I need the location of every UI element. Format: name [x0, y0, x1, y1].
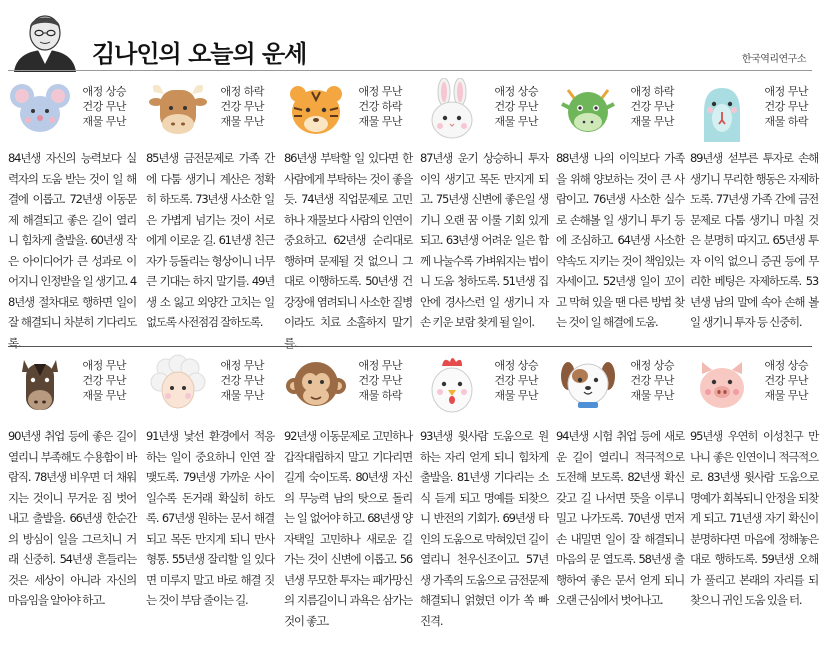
- monkey-icon: [284, 352, 348, 416]
- status-health: 건강 무난: [358, 374, 402, 387]
- rooster-icon: [420, 352, 484, 416]
- fortune-text: 85년생 금전문제로 가족 간에 다툼 생기니 계산은 정확히 하도록. 73년생 사소한 일은 가볍게 넘기는 것이 서로에게 이로운 길. 61년생 친근자가 등돌리는 형상이니 너무 큰 기대는 하지 말기를. 49년생 소 잃고 외양간 고치는 일 없도록 사전점검 잘하도록.: [146, 151, 274, 329]
- status-health: 건강 무난: [494, 100, 538, 113]
- fortune-text: 90년생 취업 등에 좋은 길이 열리니 부족해도 수용함이 바람직. 78년생 비우면 더 채워지는 것이니 무거운 짐 벗어내고 출발을. 66년생 한순간의 방심이 일을 그르치니 거래 신중히. 54년생 흔들리는 것은 세상이 아니라 자신의 마음임을 알아야 하고.: [8, 429, 136, 607]
- status-wealth: 재물 무난: [494, 115, 538, 128]
- status-list: [82, 84, 126, 129]
- status-health: 건강 무난: [220, 374, 264, 387]
- horse-icon: [8, 352, 72, 416]
- status-wealth: 재물 무난: [358, 115, 402, 128]
- tiger-icon: [284, 78, 348, 142]
- status-list: [630, 358, 674, 403]
- status-health: 건강 무난: [220, 100, 264, 113]
- status-love: 애정 무난: [764, 85, 808, 98]
- fortune-text: 87년생 운기 상승하니 투자 이익 생기고 목돈 만지게 되고. 75년생 신변에 좋은일 생기니 오랜 꿈 이룰 기회 있게 되고. 63년생 어려운 일은 함께 나눌수록 가벼워지는 법이니 도움 청하도록. 51년생 집안에 경사스런 일 생기니 자손 키운 보람 찾게 될 일이.: [420, 151, 548, 329]
- status-wealth: 재물 하락: [358, 389, 402, 402]
- dragon-icon: [556, 78, 620, 142]
- zodiac-cell-dragon: [552, 76, 684, 346]
- fortune-text: 86년생 부탁할 일 있다면 한사람에게 부탁하는 것이 좋을 듯. 74년생 직업문제로 고민하나 재물보다 사람의 인연이 중요하고. 62년생 순리대로 행하며 문제될 것 없으니 그대로 이행하도록. 50년생 건강장애 염려되니 사소한 질병이라도 치료 소홀하지 말기를.: [284, 151, 412, 350]
- status-wealth: 재물 무난: [630, 115, 674, 128]
- zodiac-cell-sheep: [142, 350, 274, 620]
- status-wealth: 재물 하락: [764, 115, 808, 128]
- sheep-icon: [146, 352, 210, 416]
- dog-icon: [556, 352, 620, 416]
- status-love: 애정 상승: [630, 359, 674, 372]
- status-health: 건강 무난: [764, 100, 808, 113]
- status-health: 건강 무난: [82, 100, 126, 113]
- zodiac-cell-horse: [4, 350, 136, 620]
- status-love: 애정 무난: [82, 359, 126, 372]
- fortune-text: 91년생 낯선 환경에서 적응하는 일이 중요하니 인연 잘 맺도록. 79년생 가까운 사이일수록 돈거래 확실히 하도록. 67년생 원하는 문서 해결되고 목돈 만지게 되니 만사형통. 55년생 잘리할 일 있다면 미루지 말고 바로 해결 짓는 것이 부담 줄이는 길.: [146, 429, 274, 607]
- snake-icon: [690, 78, 754, 142]
- zodiac-cell-dog: [552, 350, 684, 620]
- status-list: [494, 84, 538, 129]
- header-divider: [8, 70, 812, 71]
- status-list: [358, 358, 402, 403]
- fortune-text: 89년생 섣부른 투자로 손해 생기니 무리한 행동은 자제하도록. 77년생 가족 간에 금전 문제로 다툼 생기니 마칠 것은 분명히 따지고. 65년생 투자 이익 없으니 증권 등에 무리한 베팅은 자제하도록. 53년생 남의 말에 속아 손해 볼 일 생기니 투자 등 신중히.: [690, 151, 818, 329]
- status-list: [764, 358, 808, 403]
- status-love: 애정 하락: [220, 85, 264, 98]
- status-health: 건강 무난: [630, 374, 674, 387]
- zodiac-row-1: [0, 76, 820, 356]
- zodiac-cell-mouse: [4, 76, 136, 350]
- status-love: 애정 무난: [358, 85, 402, 98]
- ox-icon: [146, 78, 210, 142]
- status-health: 건강 하락: [358, 100, 402, 113]
- status-list: [494, 358, 538, 403]
- status-wealth: 재물 무난: [220, 115, 264, 128]
- row-divider: [8, 346, 812, 347]
- zodiac-cell-rooster: [416, 350, 548, 628]
- status-wealth: 재물 무난: [220, 389, 264, 402]
- zodiac-cell-monkey: [280, 350, 412, 628]
- status-love: 애정 무난: [220, 359, 264, 372]
- fortune-text: 93년생 윗사람 도움으로 원하는 자리 얻게 되니 힘차게 출발을. 81년생 기다리는 소식 듣게 되고 명예를 되찾으니 반전의 기회가. 69년생 타인의 도움으로 막혀있던 길이 열리니 천우신조이고. 57년생 가족의 도움으로 금전문제 해결되니 얽혔던 이가 쏙 빠진격.: [420, 429, 548, 628]
- fortune-text: 84년생 자신의 능력보다 실력자의 도움 받는 것이 일 해결에 이롭고. 72년생 이동문제 해결되고 좋은 길이 열리니 힘차게 출발을. 60년생 작은 아이디어가 큰 성과로 이어지니 인정받을 일 생기고. 48년생 절차대로 행하면 일이 잘 해결되니 차분히 기다리도록.: [8, 151, 136, 350]
- status-list: [630, 84, 674, 129]
- pig-icon: [690, 352, 754, 416]
- status-love: 애정 상승: [494, 359, 538, 372]
- rabbit-icon: [420, 78, 484, 142]
- fortune-text: 92년생 이동문제로 고민하나 갑작대립하지 말고 기다리면 길게 숙이도록. 80년생 자신의 무능력 남의 탓으로 돌리는 일 없어야 하고. 68년생 양자택일 고민하나 새로운 길 가는 것이 신변에 이롭고. 56년생 무모한 투자는 패가망신의 지름길이니 과욕은 삼가는 것이 좋고.: [284, 429, 412, 628]
- page-title: 김나인의 오늘의 운세: [92, 40, 307, 68]
- status-wealth: 재물 무난: [630, 389, 674, 402]
- source-label: 한국역리연구소: [741, 54, 806, 65]
- fortune-text: 88년생 나의 이익보다 가족을 위해 양보하는 것이 큰 사람이고. 76년생 사소한 실수로 손해볼 일 생기니 투기 등에 조심하고. 64년생 사소한 약속도 지키는 것이 책임있는 자세이고. 52년생 일이 꼬이고 막혀 있을 땐 다른 방법 찾는 것이 일 해결에 도움.: [556, 151, 684, 329]
- zodiac-cell-tiger: [280, 76, 412, 350]
- status-wealth: 재물 무난: [494, 389, 538, 402]
- status-love: 애정 하락: [630, 85, 674, 98]
- status-health: 건강 무난: [494, 374, 538, 387]
- status-love: 애정 상승: [764, 359, 808, 372]
- header: [0, 0, 820, 72]
- status-health: 건강 무난: [764, 374, 808, 387]
- status-list: [764, 84, 808, 129]
- status-list: [220, 84, 264, 129]
- zodiac-cell-rabbit: [416, 76, 548, 346]
- fortune-text: 94년생 시험 취업 등에 새로운 길이 열리니 적극적으로 도전해 보도록. 82년생 확신 갖고 길 나서면 뜻을 이루니 밀고 나가도록. 70년생 먼저 손 내밀면 일이 잘 해결되니 마음의 문 열도록. 58년생 출행하여 좋은 문서 얻게 되니 오랜 근심에서 벗어나고.: [556, 429, 684, 607]
- status-love: 애정 무난: [358, 359, 402, 372]
- zodiac-cell-pig: [686, 350, 818, 620]
- status-list: [82, 358, 126, 403]
- fortune-text: 95년생 우연히 이성친구 만나니 좋은 인연이니 적극적으로. 83년생 윗사람 도움으로 명예가 회복되니 안정을 되찾게 되고. 71년생 자기 확신이 분명하다면 마음에 정해놓은대로 행하도록. 59년생 오해가 풀리고 본래의 자리를 되찾으니 귀인 도움 있을 터.: [690, 429, 818, 607]
- status-love: 애정 상승: [82, 85, 126, 98]
- status-love: 애정 상승: [494, 85, 538, 98]
- zodiac-cell-ox: [142, 76, 274, 346]
- zodiac-cell-snake: [686, 76, 818, 346]
- status-wealth: 재물 무난: [764, 389, 808, 402]
- author-portrait: [8, 6, 82, 72]
- status-wealth: 재물 무난: [82, 115, 126, 128]
- status-wealth: 재물 무난: [82, 389, 126, 402]
- mouse-icon: [8, 78, 72, 142]
- status-list: [358, 84, 402, 129]
- status-health: 건강 무난: [82, 374, 126, 387]
- zodiac-row-2: [0, 350, 820, 630]
- status-health: 건강 무난: [630, 100, 674, 113]
- status-list: [220, 358, 264, 403]
